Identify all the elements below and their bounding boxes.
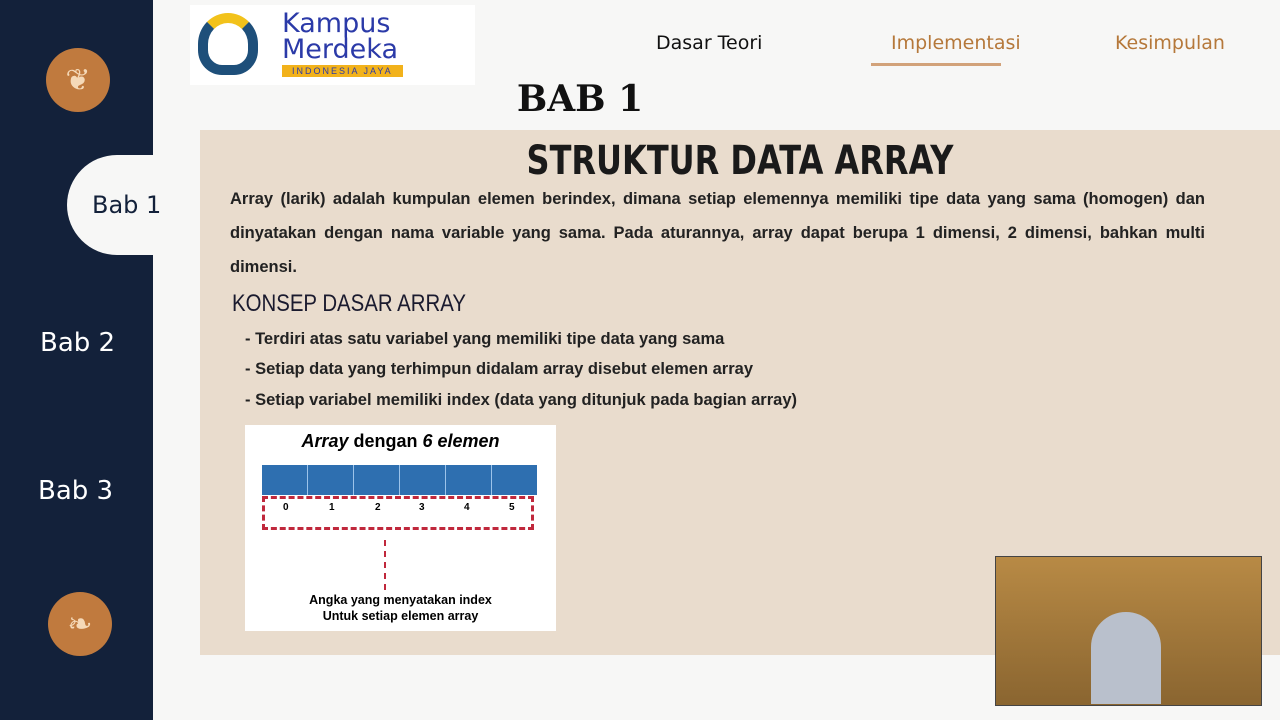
leaf-icon: ❦: [46, 48, 110, 112]
index-label: 2: [375, 502, 381, 513]
nav-implementasi[interactable]: Implementasi: [891, 32, 1021, 54]
kampus-merdeka-logo: [190, 5, 475, 85]
figure-title: 6 elemen: [422, 431, 500, 451]
figure-caption: Untuk setiap elemen array: [322, 609, 479, 623]
logo-tagline: INDONESIA JAYA: [282, 65, 403, 77]
logo-text: Merdeka: [282, 34, 398, 65]
index-label: 3: [419, 502, 425, 513]
array-diagram: [245, 425, 556, 631]
array-cell: [400, 465, 446, 495]
figure-caption: Angka yang menyatakan index: [309, 593, 492, 607]
index-label: 4: [464, 502, 470, 513]
index-label: 5: [509, 502, 515, 513]
logo-text: Kampus: [282, 8, 391, 39]
array-cell: [492, 465, 537, 495]
arrow-icon: [384, 540, 386, 590]
wreath-icon: ❧: [48, 592, 112, 656]
figure-title: Array: [301, 431, 349, 451]
nav-kesimpulan[interactable]: Kesimpulan: [1115, 32, 1225, 54]
index-label: 0: [283, 502, 289, 513]
array-cell: [308, 465, 354, 495]
bullet-item: - Setiap variabel memiliki index (data yang ditunjuk pada bagian array): [245, 391, 797, 409]
logo-emblem-icon: [198, 13, 258, 75]
bullet-item: - Setiap data yang terhimpun didalam array disebut elemen array: [245, 360, 753, 378]
webcam-video: [995, 556, 1262, 706]
content-title: STRUKTUR DATA ARRAY: [526, 138, 954, 184]
bullet-item: - Terdiri atas satu variabel yang memiliki tipe data yang sama: [245, 330, 725, 348]
sidebar-item-bab-2[interactable]: Bab 2: [40, 328, 116, 358]
array-cell: [262, 465, 308, 495]
array-cells: [262, 465, 537, 495]
index-label: 1: [329, 502, 335, 513]
sidebar-item-bab-1[interactable]: Bab 1: [67, 155, 187, 255]
nav-dasar-teori[interactable]: Dasar Teori: [656, 32, 763, 54]
section-subtitle: KONSEP DASAR ARRAY: [232, 290, 466, 317]
array-cell: [446, 465, 492, 495]
active-nav-underline: [871, 63, 1001, 66]
page-title: BAB 1: [516, 78, 644, 120]
sidebar-item-bab-3[interactable]: Bab 3: [38, 476, 114, 506]
definition-paragraph: Array (larik) adalah kumpulan elemen berindex, dimana setiap elemennya memiliki tipe data yang sama (homogen) dan dinyatakan dengan nama variable yang sama. Pada aturannya, array dapat berupa 1 dimensi, 2 dimensi, bahkan multi dimensi.: [230, 190, 1205, 276]
index-box: [262, 496, 534, 530]
figure-title: dengan: [348, 431, 423, 451]
array-cell: [354, 465, 400, 495]
presenter-icon: [1091, 612, 1161, 704]
